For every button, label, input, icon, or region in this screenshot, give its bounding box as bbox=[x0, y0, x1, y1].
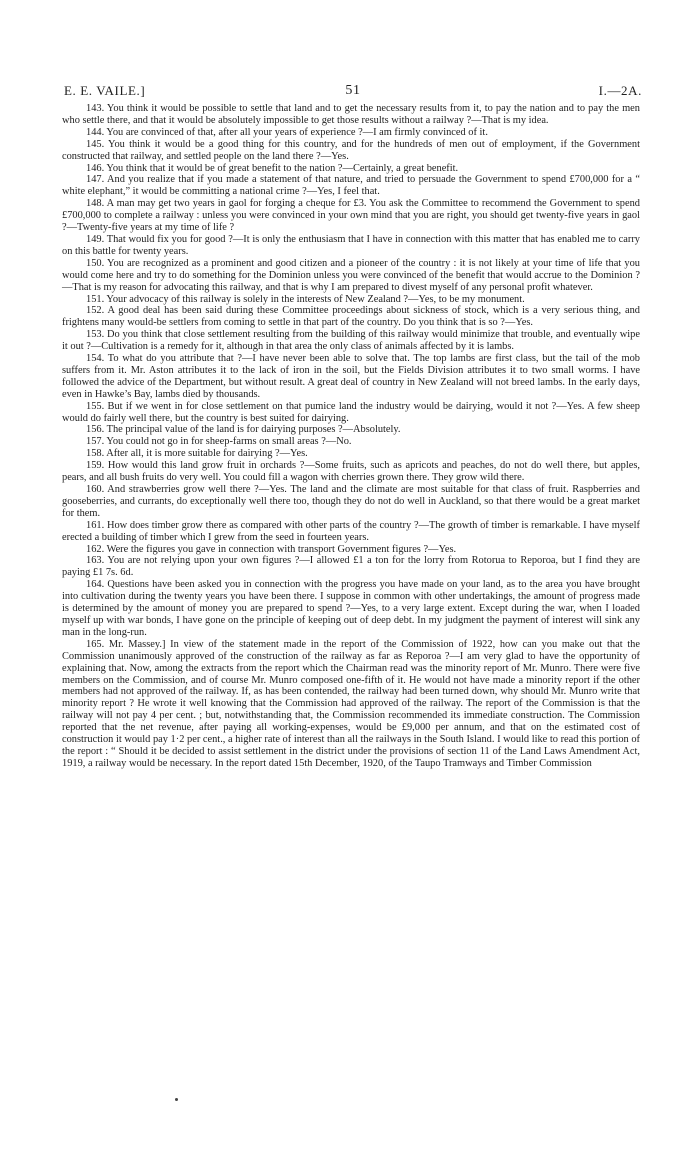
testimony-paragraph: 143. You think it would be possible to settle that land and to get the necessary results from it, to pay the nation and to pay the men who settle there, and that it would be absolutely impossible to get those results without a railway ?—That is my idea. bbox=[62, 103, 640, 126]
testimony-paragraph: 153. Do you think that close settlement resulting from the building of this railway would minimize that trouble, and eventually wipe it out ?—Cultivation is a remedy for it, although in that area the only class of animals affected by it is lambs. bbox=[62, 329, 640, 353]
testimony-paragraph: 164. Questions have been asked you in connection with the progress you have made on your land, as to the area you have brought into cultivation during the twenty years you have been there. I suppose in common with other undertakings, the amount of progress made is determined by the amount of money you are prepared to spend ?—Yes, to a very large extent. Except during the war, when I loaded myself up with war bonds, I have gone on the principle of keeping out of deep debt. In my judgment the payment of interest will sink any man in the long-run. bbox=[62, 579, 640, 638]
testimony-paragraph: 149. That would fix you for good ?—It is only the enthusiasm that I have in connection with this matter that has enabled me to carry on this battle for twenty years. bbox=[62, 233, 640, 257]
testimony-paragraph: 161. How does timber grow there as compared with other parts of the country ?—The growth of timber is remarkable. I have myself erected a building of timber which I grew from the seed in fourteen years. bbox=[62, 519, 640, 543]
testimony-paragraph: 160. And strawberries grow well there ?—Yes. The land and the climate are most suitable for that class of fruit. Raspberries and gooseberries, and currants, do exceptionally well there too, though they do not do well in Auckland, so that there would be a great market for them. bbox=[62, 484, 640, 519]
page-number: 51 bbox=[345, 83, 361, 98]
testimony-paragraph: 154. To what do you attribute that ?—I have never been able to solve that. The top lambs are first class, but the tail of the mob suffers from it. Mr. Aston attributes it to the lack of iron in the soil, but the Fields Division attributes it to two small worms. I have followed the advice of the Department, but without result. A great deal of country in New Zealand will not breed lambs. In the early days, even in Hawke’s Bay, lambs died by thousands. bbox=[62, 353, 640, 400]
testimony-paragraph: 148. A man may get two years in gaol for forging a cheque for £3. You ask the Committee to recommend the Government to spend £700,000 to complete a railway : unless you were convinced in your own mind that you are right, you should get twenty-five years in gaol ?—Twenty-five years at my time of life ? bbox=[62, 198, 640, 234]
testimony-paragraph: 145. You think it would be a good thing for this country, and for the hundreds of men out of employment, if the Government constructed that railway, and settled people on the land there ?—Yes. bbox=[62, 138, 640, 162]
testimony-paragraph: 155. But if we went in for close settlement on that pumice land the industry would be dairying, would it not ?—Yes. A few sheep would do fairly well there, but the country is best suited for dairying. bbox=[62, 400, 640, 424]
testimony-paragraph: 157. You could not go in for sheep-farms on small areas ?—No. bbox=[86, 436, 352, 448]
speck-mark bbox=[175, 1098, 178, 1101]
testimony-paragraph: 152. A good deal has been said during these Committee proceedings about sickness of stock, which is a very serious thing, and frightens many would-be settlers from coming to settle in that part of the country. Do you think that is so ?—Yes. bbox=[62, 305, 640, 329]
testimony-paragraph: 151. Your advocacy of this railway is solely in the interests of New Zealand ?—Yes, to be my monument. bbox=[86, 293, 525, 305]
testimony-paragraph: 147. And you realize that if you made a statement of that nature, and tried to persuade the Government to spend £700,000 for a “ white elephant,” it would be committing a national crime ?—Yes, I feel that. bbox=[62, 174, 640, 198]
page-body bbox=[62, 103, 640, 770]
testimony-paragraph: 144. You are convinced of that, after all your years of experience ?—I am firmly convinced of it. bbox=[86, 126, 488, 138]
testimony-paragraph: 156. The principal value of the land is for dairying purposes ?—Absolutely. bbox=[86, 424, 401, 436]
paper-reference: I.—2A. bbox=[598, 83, 642, 98]
witness-name: E. E. VAILE.] bbox=[64, 83, 146, 98]
testimony-paragraph: 159. How would this land grow fruit in orchards ?—Some fruits, such as apricots and peaches, do not do well there, but apples, pears, and all bush fruits do very well. You could fill a wagon with cherries grown there. They grow wild there. bbox=[62, 460, 640, 484]
testimony-paragraph: 162. Were the figures you gave in connection with transport Government figures ?—Yes. bbox=[86, 543, 457, 555]
testimony-paragraph: 163. You are not relying upon your own figures ?—I allowed £1 a ton for the lorry from Rotorua to Reporoa, but I find they are paying £1 7s. 6d. bbox=[62, 555, 640, 579]
page-header bbox=[64, 83, 642, 101]
testimony-paragraph: 158. After all, it is more suitable for dairying ?—Yes. bbox=[86, 448, 308, 460]
testimony-paragraph: 146. You think that it would be of great benefit to the nation ?—Certainly, a great benefit. bbox=[86, 162, 459, 174]
testimony-paragraph: 165. Mr. Massey.] In view of the statement made in the report of the Commission of 1922, how can you make out that the Commission unanimously approved of the construction of the railway as far as Reporoa ?—I am very glad to have the opportunity of explaining that. Now, among the extracts from the report which the Chairman read was the minority report of Mr. Munro. There were five members on the Commission, and of course Mr. Munro composed one-fifth of it. He would not have made a minority report if the other members had not approved of the railway. If, as has been contended, the railway had been turned down, why should Mr. Munro write that minority report ? He wrote it well knowing that the Commission had approved of the railway. The report of the Commission is that the railway will not pay 4 per cent. ; but, notwithstanding that, the Commission recommended its immediate construction. The Commission reported that the net revenue, after paying all working-expenses, would be £9,000 per annum, and that on the estimated cost of construction it would pay 1·2 per cent., a higher rate of interest than all the railways in the South Island. I would like to read this portion of the report : “ Should it be decided to assist settlement in the district under the provisions of section 11 of the Land Laws Amendment Act, 1919, a railway would be necessary. In the report dated 15th December, 1920, of the Taupo Tramways and Timber Commission bbox=[62, 638, 640, 769]
testimony-paragraph: 150. You are recognized as a prominent and good citizen and a pioneer of the country : it is not likely at your time of life that you would come here and try to do something for the Dominion unless you were convinced of the benefit that would accrue to the Dominion ?—That is my reason for advocating this railway, and that is why I am prepared to divest myself of any personal profit whatever. bbox=[62, 257, 640, 293]
